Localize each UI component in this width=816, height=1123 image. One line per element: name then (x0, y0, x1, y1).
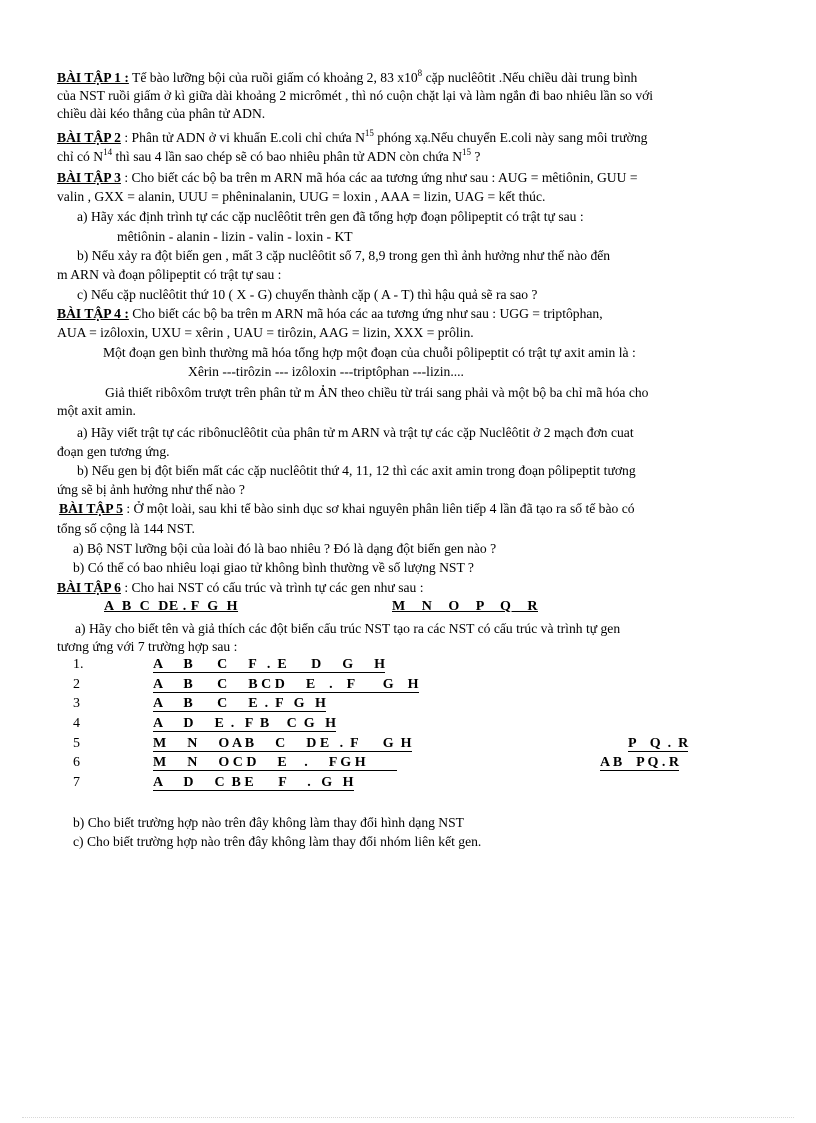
text: chỉ có N (57, 149, 104, 164)
case-row (0, 736, 816, 753)
exercise-4-line-2: AUA = izôloxin, UXU = xêrin , UAU = tirôzin, AAG = lizin, XXX = prôlin. (57, 325, 474, 340)
exercise-5-line-1 (59, 501, 771, 517)
case-gene-sequence: A D E . F B C G H (153, 716, 337, 731)
text: Tế bào lưỡng bội của ruồi giấm có khoảng 2, 83 x10 (128, 70, 418, 85)
exercise-4-sequence: Xêrin ---tirôzin --- izôloxin ---triptôphan ---lizin.... (188, 364, 464, 379)
exercise-4-question-b-line-2: ứng sẽ bị ảnh hưởng như thế nào ? (57, 482, 245, 497)
exercise-3-label: BÀI TẬP 3 (57, 170, 121, 185)
case-number: 2 (73, 677, 80, 692)
exercise-1-line-1 (57, 70, 769, 86)
case-number: 6 (73, 755, 80, 770)
chromosome-2: M N O P Q R (392, 599, 538, 614)
exercise-6-question-a-line-1: a) Hãy cho biết tên và giả thích các đột biến cấu trúc NST tạo ra các NST có cấu trúc và trình tự gen (75, 621, 621, 636)
case-row (0, 775, 816, 792)
superscript: 14 (103, 147, 113, 157)
text: ? (471, 149, 481, 164)
exercise-1-line-3: chiều dài kéo thẳng của phân tử ADN. (57, 106, 266, 121)
exercise-4-line-1 (57, 306, 769, 322)
text: : Ở một loài, sau khi tế bào sinh dục sơ khai nguyên phân liên tiếp 4 lần đã tạo ra số tế bào có (122, 501, 635, 516)
exercise-1-label: BÀI TẬP 1 : (57, 70, 129, 85)
exercise-5-question-b: b) Có thể có bao nhiêu loại giao tử không bình thường về số lượng NST ? (73, 560, 474, 575)
case-row (0, 696, 816, 713)
superscript: 15 (364, 128, 374, 138)
exercise-6-question-b: b) Cho biết trường hợp nào trên đây không làm thay đổi hình dạng NST (73, 815, 464, 830)
text: : Cho hai NST có cấu trúc và trình tự các gen như sau : (120, 580, 424, 595)
page-edge-divider (22, 1117, 794, 1118)
exercise-4-question-b-line-1: b) Nếu gen bị đột biến mất các cặp nuclêôtit thứ 4, 11, 12 thì các axit amin trong đoạn pôlipeptit tương (77, 463, 636, 478)
case-number: 7 (73, 775, 80, 790)
superscript: 15 (462, 147, 472, 157)
text: phóng xạ.Nếu chuyển E.coli này sang môi trường (373, 130, 648, 145)
case-number: 3 (73, 696, 80, 711)
case-row (0, 657, 816, 674)
exercise-3-question-c: c) Nếu cặp nuclêôtit thứ 10 ( X - G) chuyển thành cặp ( A - T) thì hậu quả sẽ ra sao ? (77, 287, 538, 302)
exercise-3-line-2: valin , GXX = alanin, UUU = phêninalanin, UUG = loxin , AAA = lizin, UAG = kết thúc. (57, 189, 546, 204)
exercise-3-question-a: a) Hãy xác định trình tự các cặp nuclêôtit trên gen đã tổng hợp đoạn pôlipeptit có trật tự sau : (77, 209, 584, 224)
exercise-6-question-a-line-2: tương ứng với 7 trường hợp sau : (57, 639, 238, 654)
case-row (0, 755, 816, 772)
text: : Phân tử ADN ở vi khuẩn E.coli chỉ chứa N (120, 130, 365, 145)
case-gene-sequence: A B C F . E D G H (153, 657, 386, 672)
exercise-3-question-b-line-1: b) Nếu xảy ra đột biến gen , mất 3 cặp nuclêôtit số 7, 8,9 trong gen thì ảnh hưởng như thế nào đến (77, 248, 611, 263)
exercise-2-label: BÀI TẬP 2 (57, 130, 121, 145)
exercise-6-line-1 (57, 580, 769, 596)
case-number: 1. (73, 657, 84, 672)
text: : Cho biết các bộ ba trên m ARN mã hóa các aa tương ứng như sau : AUG = mêtiônin, GUU = (120, 170, 638, 185)
exercise-4-label: BÀI TẬP 4 : (57, 306, 129, 321)
exercise-4-line-4: Giả thiết ribôxôm trượt trên phân tử m ẢN theo chiều từ trái sang phải và một bộ ba chỉ mã hóa cho (105, 385, 649, 400)
exercise-3-question-b-line-2: m ARN và đoạn pôlipeptit có trật tự sau : (57, 267, 282, 282)
text: thì sau 4 lần sao chép sẽ có bao nhiêu phân tử ADN còn chứa N (112, 149, 463, 164)
superscript: 8 (417, 68, 423, 78)
case-number: 4 (73, 716, 80, 731)
exercise-3-sequence: mêtiônin - alanin - lizin - valin - loxin - KT (117, 229, 353, 244)
exercise-2-line-1 (57, 130, 769, 146)
case-gene-sequence: M N O C D E . F G H (153, 755, 398, 770)
case-gene-sequence: M N O A B C D E . F G H (153, 736, 412, 751)
exercise-6-question-c: c) Cho biết trường hợp nào trên đây không làm thay đổi nhóm liên kết gen. (73, 834, 482, 849)
exercise-2-line-2 (57, 149, 769, 165)
exercise-5-label: BÀI TẬP 5 (59, 501, 123, 516)
exercise-5-line-2: tổng số cộng là 144 NST. (57, 521, 195, 536)
exercise-4-question-a-line-2: đoạn gen tương ứng. (57, 444, 170, 459)
exercise-6-label: BÀI TẬP 6 (57, 580, 121, 595)
text: Cho biết các bộ ba trên m ARN mã hóa các aa tương ứng như sau : UGG = triptôphan, (128, 306, 603, 321)
text: cặp nuclêôtit .Nếu chiều dài trung bình (422, 70, 638, 85)
case-gene-sequence-second: P Q . R (628, 736, 689, 751)
case-gene-sequence: A B C E . F G H (153, 696, 326, 711)
case-row (0, 677, 816, 694)
case-row (0, 716, 816, 733)
exercise-4-question-a-line-1: a) Hãy viết trật tự các ribônuclêôtit của phân tử m ARN và trật tự các cặp Nuclêôtit ở 2 mạch đơn cuat (77, 425, 634, 440)
exercise-3-line-1 (57, 170, 769, 186)
exercise-4-line-5: một axit amin. (57, 403, 136, 418)
chromosome-1: A B C DE . F G H (104, 599, 239, 614)
exercise-5-question-a: a) Bộ NST lưỡng bội của loài đó là bao nhiêu ? Đó là dạng đột biến gen nào ? (73, 541, 497, 556)
case-gene-sequence: A D C B E F . G H (153, 775, 354, 790)
case-gene-sequence-second: A B P Q . R (600, 755, 679, 770)
exercise-1-line-2: của NST ruồi giấm ở kì giữa dài khoảng 2 micrômét , thì nó cuộn chặt lại và làm ngắn đi bao nhiêu lần so với (57, 88, 654, 103)
exercise-4-line-3: Một đoạn gen bình thường mã hóa tổng hợp một đoạn của chuỗi pôlipeptit có trật tự axit amin là : (103, 345, 636, 360)
case-gene-sequence: A B C B C D E . F G H (153, 677, 419, 692)
case-number: 5 (73, 736, 80, 751)
